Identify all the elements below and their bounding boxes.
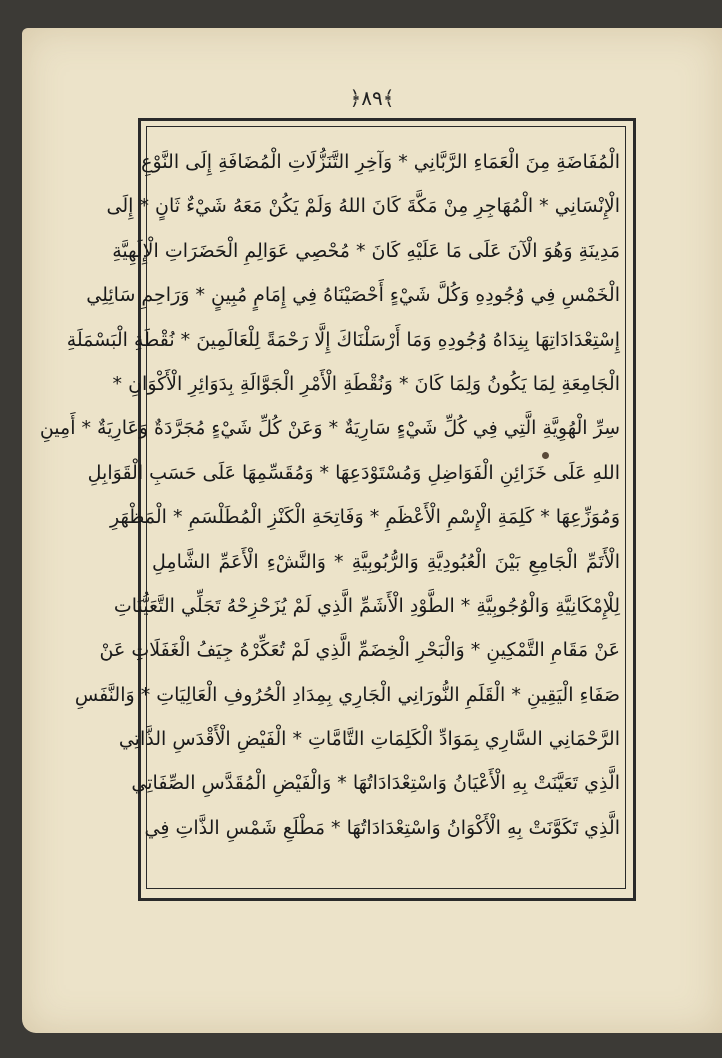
text-line: اللهِ عَلَى خَزَائِنِ الْفَوَاضِلِ وَمُسْتَوْدَعِهَا * وَمُقَسِّمِهَا عَلَى حَسَبِ الْقَوَابِلِ [87, 461, 620, 484]
page-number: ﴿٨٩﴾ [349, 86, 395, 110]
text-line: عَنْ مَقَامِ التَّمْكِينِ * وَالْبَحْرِ الْخِضَمِّ الَّذِي لَمْ تُعَكِّرْهُ جِيَفُ الْغَفَلَاتِ عَنْ [99, 639, 620, 662]
text-line: الْإِنْسَانِي * الْمُهَاجِرِ مِنْ مَكَّةَ كَانَ اللهُ وَلَمْ يَكُنْ مَعَهُ شَيْءٌ ثَانٍ * إِلَى [106, 195, 620, 218]
body-text [39, 140, 620, 850]
text-line: صَفَاءِ الْيَقِينِ * الْقَلَمِ النُّورَانِي الْجَارِي بِمِدَادِ الْحُرُوفِ الْعَالِيَاتِ * وَالنَّفَسِ [74, 683, 620, 706]
text-line: وَمُوَزِّعِهَا * كَلِمَةِ الْإِسْمِ الْأَعْظَمِ * وَفَاتِحَةِ الْكَنْزِ الْمُطَلْسَمِ * الْمَظْهَرِ [110, 506, 620, 529]
text-line: مَدِينَةِ وَهُوَ الْآنَ عَلَى مَا عَلَيْهِ كَانَ * مُحْصِي عَوَالِمِ الْحَضَرَاتِ الْإِلَهِيَّةِ [112, 239, 620, 262]
text-line: لِلْإِمْكَانِيَّةِ وَالْوُجُوبِيَّةِ * الطَّوْدِ الْأَشَمِّ الَّذِي لَمْ يُزَحْزِحْهُ تَجَلِّي التَّعَيُّنَاتِ [113, 594, 620, 617]
text-line: الْخَمْسِ فِي وُجُودِهِ وَكُلَّ شَيْءٍ أَحْصَيْنَاهُ فِي إِمَامٍ مُبِينٍ * وَرَاحِمِ سَائِلِي [86, 284, 620, 307]
text-line: الَّذِي تَعَيَّنَتْ بِهِ الْأَعْيَانُ وَاسْتِعْدَادَاتُهَا * وَالْفَيْضِ الْمُقَدَّسِ الصِّفَاتِي [131, 772, 620, 795]
text-line: الْمُفَاضَةِ مِنَ الْعَمَاءِ الرَّبَّانِي * وَآخِرِ التَّنَزُّلَاتِ الْمُضَافَةِ إِلَى النَّوْعِ [141, 151, 620, 173]
text-line: الْأَتَمِّ الْجَامِعِ بَيْنَ الْعُبُودِيَّةِ وَالرُّبُوبِيَّةِ * وَالنَّشْءِ الْأَعَمِّ الشَّامِلِ [152, 550, 620, 573]
text-line: الرَّحْمَانِي السَّارِي بِمَوَادِّ الْكَلِمَاتِ التَّامَّاتِ * الْفَيْضِ الْأَقْدَسِ الذَّاتِي [118, 728, 620, 751]
text-line: إِسْتِعْدَادَاتِهَا بِنِدَاهُ وُجُودِهِ وَمَا أَرْسَلْنَاكَ إِلَّا رَحْمَةً لِلْعَالَمِينَ * نُقْطَةِ الْبَسْمَلَةِ [66, 328, 620, 351]
text-line: الَّذِي تَكَوَّنَتْ بِهِ الْأَكْوَانُ وَاسْتِعْدَادَاتُهَا * مَطْلَعِ شَمْسِ الذَّاتِ فِي [144, 816, 620, 839]
text-line: سِرِّ الْهُوِيَّةِ الَّتِي فِي كُلِّ شَيْءٍ سَارِيَةٌ * وَعَنْ كُلِّ شَيْءٍ مُجَرَّدَةٌ وَعَارِيَةٌ * أَمِينِ [39, 417, 620, 440]
text-line: الْجَامِعَةِ لِمَا يَكُونُ وَلِمَا كَانَ * وَنُقْطَةِ الْأَمْرِ الْجَوَّالَةِ بِدَوَائِرِ الْأَكْوَانِ * [112, 372, 620, 395]
